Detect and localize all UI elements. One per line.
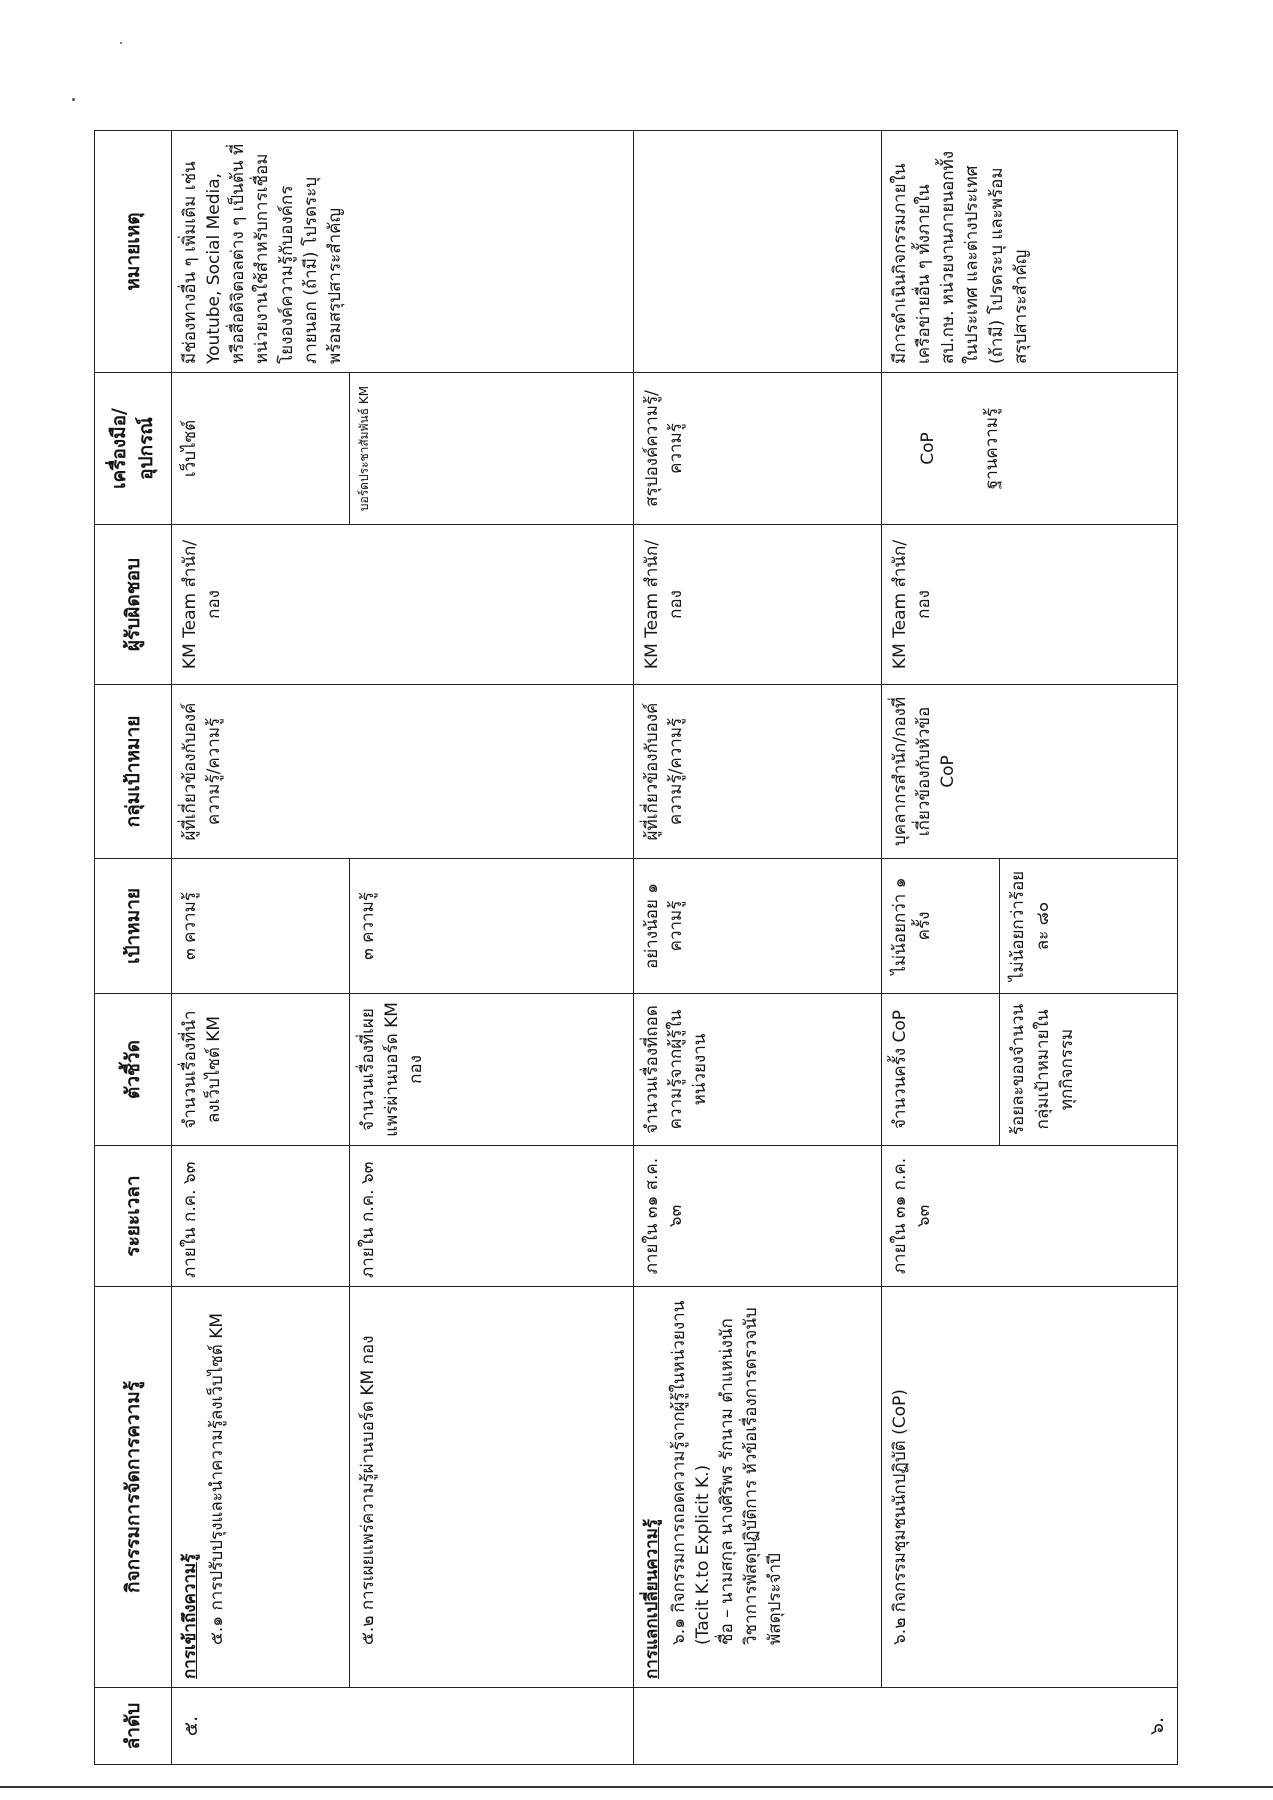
section5-period-2: ภายใน ก.ค. ๖๓	[349, 1146, 633, 1287]
section5-target-1: ๓ ความรู้	[172, 859, 350, 994]
section5-row-1	[172, 131, 350, 1765]
section6-remark-2: มีการดำเนินกิจกรรมภายในเครือข่ายอื่น ๆ ทั้งภายใน สป.กษ. หน่วยงานภายนอกทั้งในประเทศ และต่างประเทศ (ถ้ามี) โปรดระบุ และพร้อมสรุปสาระสำคัญ	[882, 131, 1178, 373]
section6-period-2: ภายใน ๓๑ ก.ค. ๖๓	[882, 1146, 1178, 1287]
section6-tool-2b: ฐานความรู้	[982, 407, 1003, 490]
section6-tool-1: สรุปองค์ความรู้/ความรู้	[633, 373, 882, 525]
header-no: ลำดับ	[95, 1688, 172, 1765]
section6-title: การแลกเปลี่ยนความรู้	[641, 1518, 662, 1679]
section5-owner: KM Team สำนัก/กอง	[172, 525, 634, 685]
section6-item-1-detail: ชื่อ – นามสกุล นางศิริพร รักนาม ตำแหน่งนักวิชาการพัสดุปฏิบัติการ หัวข้อเรื่องการตรวจนับพัสดุประจำปี	[716, 1307, 786, 1645]
section5-period-1: ภายใน ก.ค. ๖๓	[172, 1146, 350, 1287]
section6-row-2	[882, 131, 1000, 1765]
section5-tool-1: เว็บไซต์	[172, 373, 350, 525]
section6-group-2: บุคลากรสำนัก/กองที่เกี่ยวข้องกับหัวข้อ CoP	[882, 685, 1178, 859]
section6-owner-2: KM Team สำนัก/กอง	[882, 525, 1178, 685]
section6-no: ๖.	[633, 1688, 1177, 1765]
section5-activity-2	[349, 1287, 633, 1688]
header-indicator: ตัวชี้วัด	[95, 994, 172, 1146]
header-group: กลุ่มเป้าหมาย	[95, 685, 172, 859]
header-target: เป้าหมาย	[95, 859, 172, 994]
header-remark: หมายเหตุ	[95, 131, 172, 373]
section5-tool-2: บอร์ดประชาสัมพันธ์ KM	[349, 373, 633, 525]
section5-target-2: ๓ ความรู้	[349, 859, 633, 994]
section5-remark: มีช่องทางอื่น ๆ เพิ่มเติม เช่น Youtube, Social Media, หรือสื่อดิจิตอลต่าง ๆ เป็นต้น ที่หน่วยงานใช้สำหรับการเชื่อมโยงองค์ความรู้กับองค์กรภายนอก (ถ้ามี) โปรดระบุ พร้อมสรุปสาระสำคัญ	[172, 131, 634, 373]
section6-item-1: ๖.๑ กิจกรรมการถอดความรู้จากผู้รู้ในหน่วยงาน (Tacit K.to Explicit K.)	[668, 1300, 713, 1645]
section6-item-2: ๖.๒ กิจกรรมชุมชนนักปฏิบัติ (CoP)	[890, 1389, 911, 1645]
section6-row-1	[633, 131, 882, 1765]
section5-item-2: ๕.๒ การเผยแพร่ความรู้ผ่านบอร์ด KM กอง	[357, 1335, 378, 1645]
rotated-page	[94, 131, 1178, 1765]
section6-target-1: อย่างน้อย ๑ ความรู้	[633, 859, 882, 994]
section5-activity-1	[172, 1287, 350, 1688]
section5-row-2	[349, 131, 633, 1765]
section6-group-1: ผู้ที่เกี่ยวข้องกับองค์ความรู้/ความรู้	[633, 685, 882, 859]
scan-bottom-edge	[0, 1786, 1273, 1788]
scan-speck	[120, 42, 122, 44]
section6-activity-1	[633, 1287, 882, 1688]
section6-indicator-1: จำนวนเรื่องที่ถอดความรู้จากผู้รู้ในหน่วยงาน	[633, 994, 882, 1146]
header-activity: กิจกรรมการจัดการความรู้	[95, 1287, 172, 1688]
section5-indicator-1: จำนวนเรื่องที่นำลงเว็บไซต์ KM	[172, 994, 350, 1146]
section5-indicator-2: จำนวนเรื่องที่เผยแพร่ผ่านบอร์ด KM กอง	[349, 994, 633, 1146]
scan-speck	[72, 98, 75, 101]
section5-no: ๕.	[172, 1688, 634, 1765]
section6-target-2a: ไม่น้อยกว่า ๑ ครั้ง	[882, 859, 1000, 994]
section6-period-1: ภายใน ๓๑ ส.ค. ๖๓	[633, 1146, 882, 1287]
section6-indicator-2a: จำนวนครั้ง CoP	[882, 994, 1000, 1146]
section6-target-2b: ไม่น้อยกว่าร้อยละ ๘๐	[1000, 859, 1178, 994]
section6-remark-1	[633, 131, 882, 373]
section6-indicator-2b: ร้อยละของจำนวนกลุ่มเป้าหมายในทุกกิจกรรม	[1000, 994, 1178, 1146]
km-plan-table	[94, 130, 1178, 1765]
section6-activity-2	[882, 1287, 1178, 1688]
section6-tool-2a: CoP	[918, 432, 939, 465]
header-owner: ผู้รับผิดชอบ	[95, 525, 172, 685]
header-tool: เครื่องมือ/อุปกรณ์	[95, 373, 172, 525]
section5-group: ผู้ที่เกี่ยวข้องกับองค์ความรู้/ความรู้	[172, 685, 634, 859]
section6-tool-2	[882, 373, 1178, 525]
section5-item-1: ๕.๑ การปรับปรุงและนำความรู้ลงเว็บไซต์ KM	[207, 1312, 228, 1645]
header-period: ระยะเวลา	[95, 1146, 172, 1287]
section5-title: การเข้าถึงความรู้	[180, 1553, 200, 1679]
section6-owner-1: KM Team สำนัก/กอง	[633, 525, 882, 685]
header-row	[95, 131, 172, 1765]
